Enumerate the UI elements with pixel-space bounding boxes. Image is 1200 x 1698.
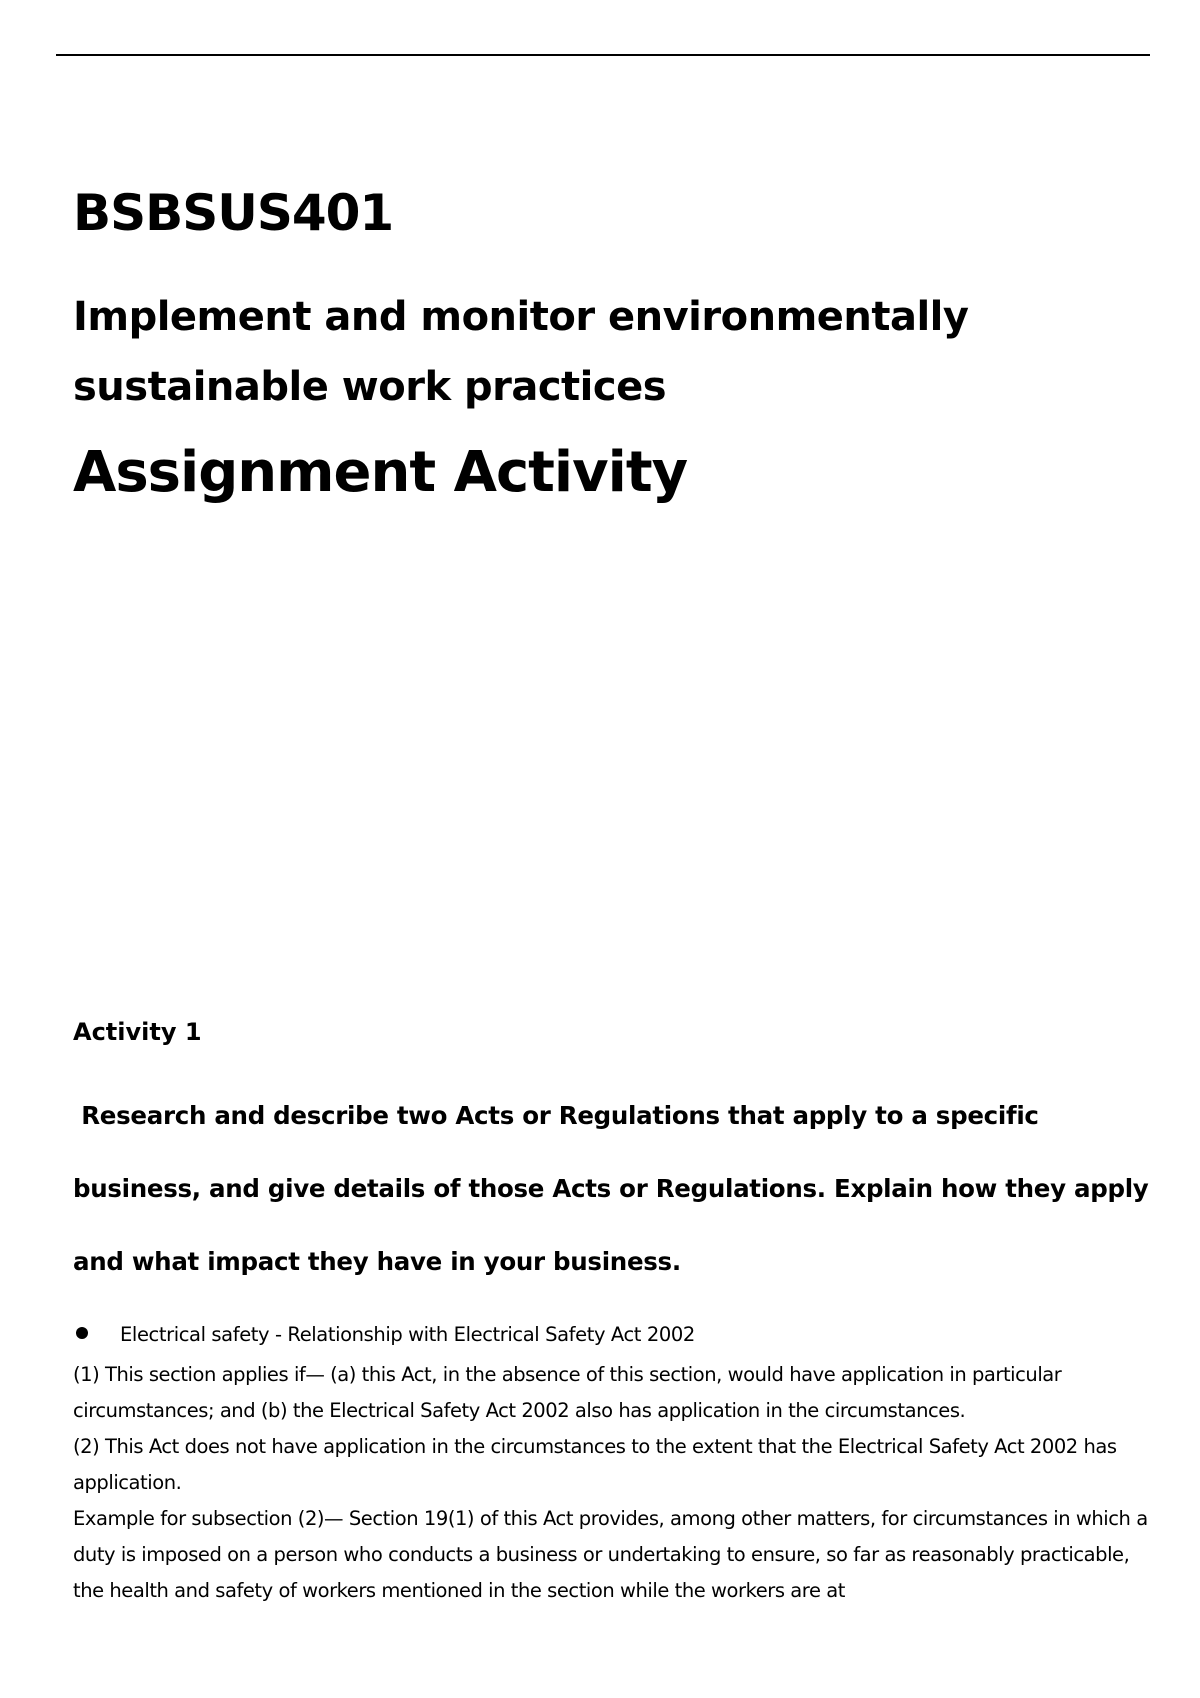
activity-question: Research and describe two Acts or Regulations that apply to a specific business, and give details of those Acts or Regulations. Explain how they apply and what impact they have in your business. bbox=[73, 1101, 1157, 1276]
bullet-icon bbox=[76, 1327, 88, 1339]
unit-code: BSBSUS401 bbox=[73, 184, 394, 242]
assignment-title: Assignment Activity bbox=[73, 440, 688, 505]
answer-body bbox=[73, 1357, 1153, 1609]
answer-paragraph: (1) This section applies if— (a) this Act, in the absence of this section, would have application in particular circumstances; and (b) the Electrical Safety Act 2002 also has application in the circumstances. bbox=[73, 1363, 1062, 1422]
answer-bullet-item bbox=[73, 1320, 695, 1350]
answer-bullet-text: Electrical safety - Relationship with Electrical Safety Act 2002 bbox=[120, 1323, 695, 1346]
answer-paragraph: (2) This Act does not have application in the circumstances to the extent that the Electrical Safety Act 2002 has application. bbox=[73, 1435, 1117, 1494]
activity-label: Activity 1 bbox=[73, 1018, 202, 1046]
answer-paragraph: Example for subsection (2)— Section 19(1) of this Act provides, among other matters, for circumstances in which a duty is imposed on a person who conducts a business or undertaking to ensure, so far as reasonably practicable, the health and safety of workers mentioned in the section while the workers are at bbox=[73, 1507, 1148, 1602]
unit-title: Implement and monitor environmentally sustainable work practices bbox=[73, 294, 969, 410]
header-rule bbox=[56, 54, 1150, 56]
